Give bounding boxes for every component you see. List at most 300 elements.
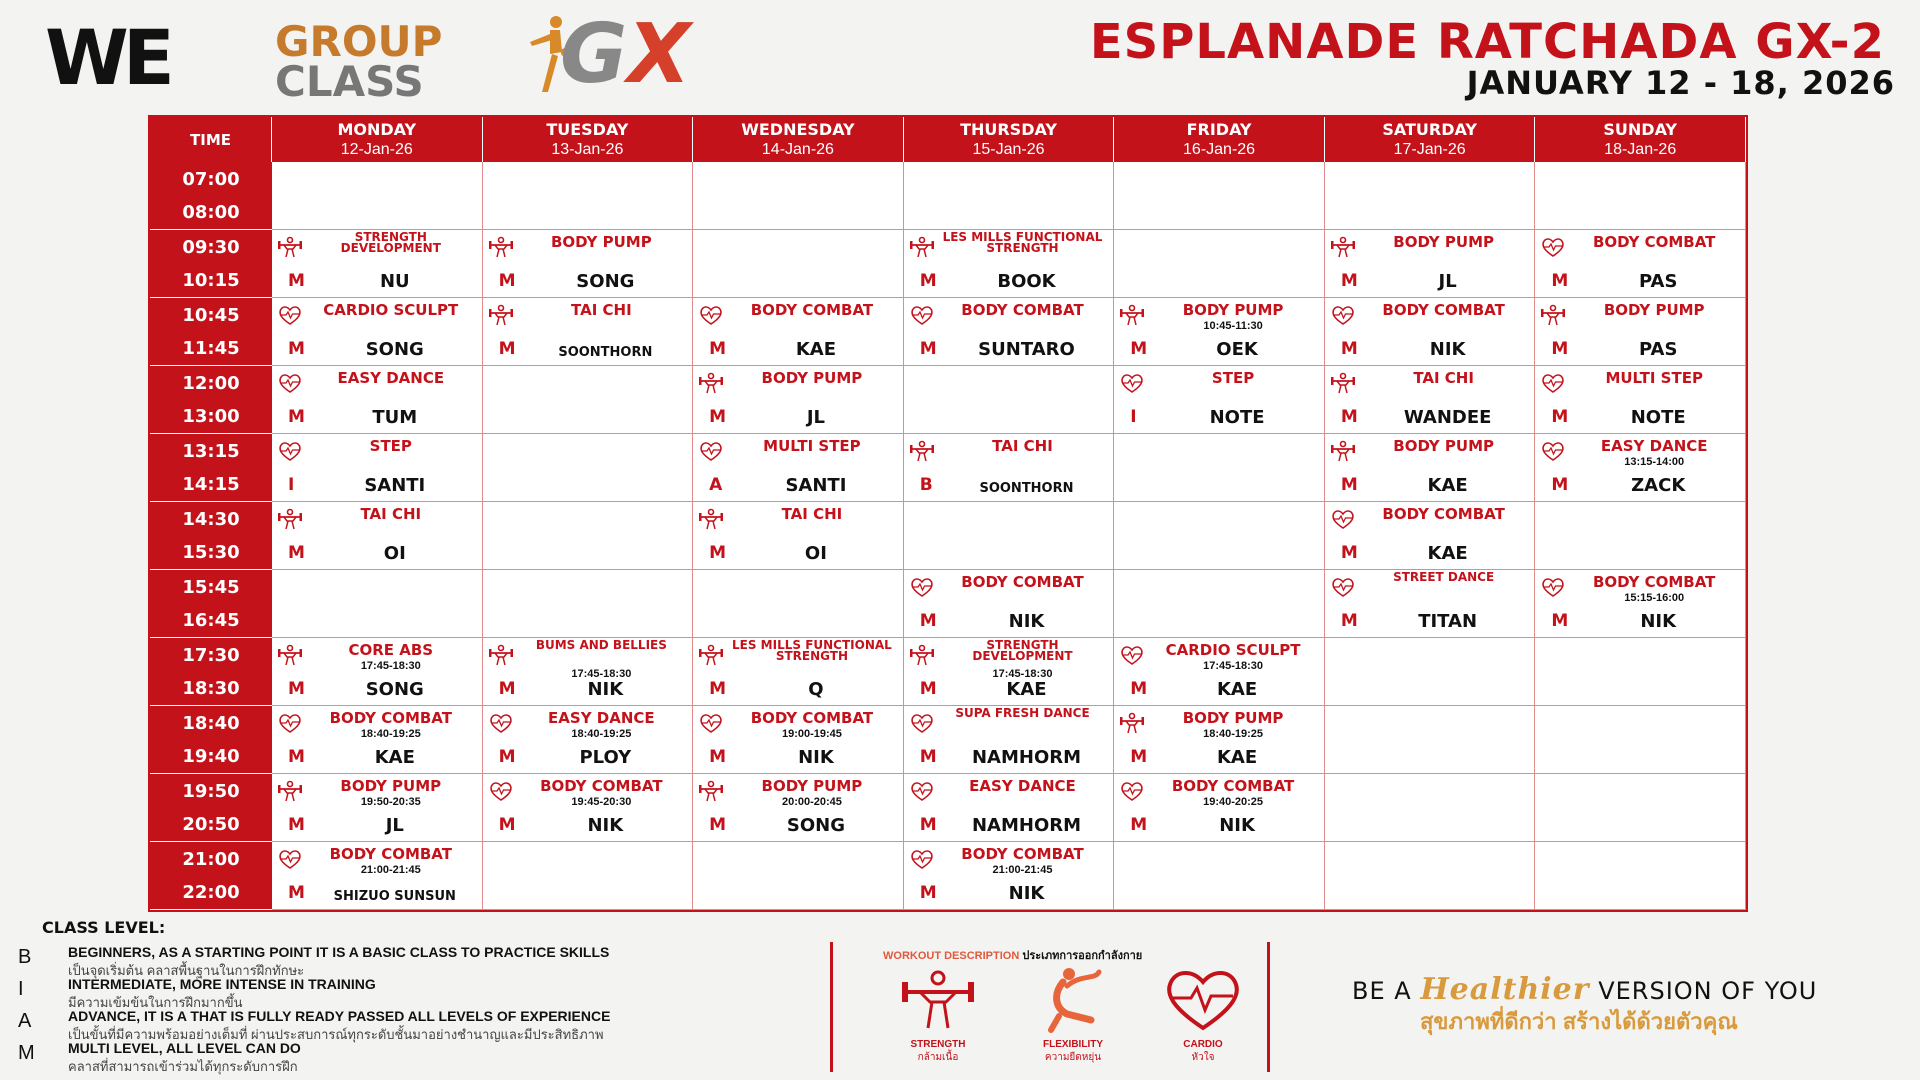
day-header — [1114, 117, 1325, 162]
instructor-name: TITAN — [1418, 611, 1478, 632]
strength-icon — [489, 644, 513, 666]
class-cell[interactable] — [272, 706, 483, 774]
empty-slot — [1535, 774, 1746, 842]
flexibility-icon — [1033, 964, 1113, 1034]
instructor-name: KAE — [374, 747, 415, 768]
instructor-name: JL — [806, 407, 825, 428]
class-cell[interactable] — [272, 842, 483, 910]
instructor-name: NAMHORM — [971, 747, 1082, 768]
slogan-post: VERSION OF YOU — [1598, 977, 1818, 1005]
class-cell[interactable] — [483, 706, 694, 774]
class-cell[interactable] — [693, 366, 904, 434]
class-level: M — [1551, 407, 1569, 427]
cardio-icon — [278, 848, 302, 870]
instructor-name: SHIZUO SUNSUN — [333, 889, 456, 904]
class-level: M — [498, 679, 516, 699]
strength-icon — [898, 964, 978, 1034]
instructor-name: NIK — [798, 747, 834, 768]
day-name: TUESDAY — [546, 120, 629, 139]
cardio-icon — [910, 576, 934, 598]
time-label: 18:30 — [150, 672, 272, 706]
class-time: 20:00-20:45 — [781, 796, 842, 808]
empty-slot — [1114, 502, 1325, 570]
empty-slot — [1114, 570, 1325, 638]
class-level: M — [498, 339, 516, 359]
logo-g: G — [560, 7, 628, 102]
class-name: EASY DANCE — [969, 777, 1076, 795]
day-header — [904, 117, 1115, 162]
empty-slot — [1325, 842, 1536, 910]
class-name: TAI CHI — [1413, 369, 1474, 387]
class-cell[interactable] — [904, 842, 1115, 910]
venue-title: ESPLANADE RATCHADA GX-2 — [1089, 14, 1885, 70]
instructor-name: BOOK — [997, 271, 1056, 292]
strength-icon — [699, 780, 723, 802]
class-name: BODY COMBAT — [1382, 505, 1505, 523]
time-label: 09:30 — [150, 230, 272, 264]
day-name: WEDNESDAY — [741, 120, 855, 139]
class-level: M — [919, 271, 937, 291]
class-name: BODY COMBAT — [1171, 777, 1295, 795]
instructor-name: NIK — [1219, 815, 1255, 836]
level-multi — [18, 1040, 818, 1072]
time-label: 11:45 — [150, 332, 272, 366]
page-footer — [0, 912, 1920, 1080]
empty-slot — [1325, 774, 1536, 842]
instructor-name: SOONTHORN — [979, 481, 1074, 496]
instructor-name: KAE — [1216, 747, 1258, 768]
day-date: 17-Jan-26 — [1393, 141, 1466, 158]
empty-slot — [904, 162, 1115, 230]
instructor-name: SUNTARO — [978, 339, 1075, 360]
class-cell[interactable] — [904, 230, 1115, 298]
cardio-icon — [1541, 236, 1565, 258]
class-level: M — [1340, 339, 1358, 359]
class-level: M — [288, 339, 305, 359]
class-name: BODY PUMP — [340, 777, 442, 795]
cardio-icon — [1163, 964, 1243, 1034]
level-desc-en: ADVANCE, IT IS A THAT IS FULLY READY PASSED ALL LEVELS OF EXPERIENCE — [68, 1008, 611, 1024]
day-name: THURSDAY — [960, 120, 1057, 139]
time-label: 10:15 — [150, 264, 272, 298]
class-name: BODY COMBAT — [329, 709, 452, 727]
class-level: M — [1340, 475, 1358, 495]
class-time: 19:45-20:30 — [571, 796, 632, 808]
class-name: BODY PUMP — [1182, 301, 1284, 319]
instructor-name: SONG — [786, 815, 845, 836]
cardio-icon — [699, 440, 723, 462]
class-cell[interactable] — [1114, 774, 1325, 842]
class-name: BODY COMBAT — [961, 845, 1084, 863]
class-cell[interactable] — [483, 638, 694, 706]
day-name: SATURDAY — [1382, 120, 1477, 139]
instructor-name: KAE — [795, 339, 837, 360]
class-level: M — [288, 679, 305, 699]
empty-slot — [1535, 706, 1746, 774]
class-cell[interactable] — [904, 774, 1115, 842]
class-level: M — [288, 747, 305, 767]
instructor-name: Q — [808, 679, 824, 700]
cardio-icon — [1120, 372, 1144, 394]
day-date: 16-Jan-26 — [1183, 141, 1256, 158]
class-time: 17:45-18:30 — [1203, 660, 1264, 672]
class-level: M — [1130, 339, 1148, 359]
class-cell[interactable] — [483, 774, 694, 842]
instructor-name: SANTI — [785, 475, 847, 496]
class-cell[interactable] — [693, 502, 904, 570]
time-label: 17:30 — [150, 638, 272, 672]
class-schedule-table — [148, 115, 1748, 912]
strength-icon — [278, 780, 302, 802]
class-level: M — [1130, 747, 1148, 767]
class-cell[interactable] — [693, 434, 904, 502]
class-cell[interactable] — [1114, 638, 1325, 706]
class-time: 18:40-19:25 — [1203, 728, 1264, 740]
time-label: 14:15 — [150, 468, 272, 502]
workout-strength — [888, 964, 988, 1069]
instructor-name: ZACK — [1631, 475, 1686, 496]
level-desc-th: เป็นขั้นที่มีความพร้อมอย่างเต็มที่ ผ่านประสบการณ์ทุกระดับชั้นมาอย่างชำนาญและมีประสิทธิภาพ — [68, 1027, 604, 1042]
class-time: 21:00-21:45 — [992, 864, 1053, 876]
class-level: M — [919, 747, 937, 767]
cardio-icon — [1331, 576, 1355, 598]
strength-icon — [1541, 304, 1565, 326]
class-cell[interactable] — [693, 774, 904, 842]
empty-slot — [483, 366, 694, 434]
class-level: M — [288, 543, 305, 563]
class-level: M — [709, 747, 727, 767]
instructor-name: NAMHORM — [971, 815, 1082, 836]
workout-label: CARDIO — [1183, 1039, 1223, 1050]
cardio-icon — [278, 372, 302, 394]
class-level: M — [1130, 815, 1148, 835]
day-name: SUNDAY — [1603, 120, 1678, 139]
class-level: M — [1130, 679, 1148, 699]
class-level: M — [919, 611, 937, 631]
empty-slot — [1114, 230, 1325, 298]
class-level: M — [1551, 475, 1569, 495]
day-name: FRIDAY — [1186, 120, 1252, 139]
empty-slot — [1535, 502, 1746, 570]
class-level: M — [919, 883, 937, 903]
instructor-name: PAS — [1638, 271, 1678, 292]
class-name: EASY DANCE — [1600, 437, 1708, 455]
class-time: 18:40-19:25 — [571, 728, 632, 740]
cardio-icon — [1120, 644, 1144, 666]
schedule-grid — [150, 117, 1746, 910]
class-cell[interactable] — [1535, 434, 1746, 502]
group-class-logo — [275, 17, 443, 106]
class-cell[interactable] — [693, 638, 904, 706]
class-name: BODY COMBAT — [1592, 233, 1716, 251]
level-desc-en: MULTI LEVEL, ALL LEVEL CAN DO — [68, 1040, 301, 1056]
class-cell[interactable] — [272, 434, 483, 502]
class-level: M — [498, 815, 516, 835]
class-level: M — [288, 407, 305, 427]
strength-icon — [1331, 236, 1355, 258]
strength-icon — [1331, 440, 1355, 462]
class-cell[interactable] — [693, 706, 904, 774]
class-name: BODY COMBAT — [750, 301, 874, 319]
class-level: M — [709, 339, 727, 359]
class-name: MULTI STEP — [763, 437, 861, 455]
class-cell[interactable] — [1325, 230, 1536, 298]
level-desc-en: BEGINNERS, AS A STARTING POINT IT IS A BASIC CLASS TO PRACTICE SKILLS — [68, 944, 610, 960]
day-date: 18-Jan-26 — [1604, 141, 1677, 158]
time-label: 19:40 — [150, 740, 272, 774]
level-desc-th: มีความเข้มข้นในการฝึกมากขึ้น — [68, 995, 243, 1010]
class-cell[interactable] — [1535, 570, 1746, 638]
class-cell[interactable] — [1535, 366, 1746, 434]
empty-slot — [1114, 162, 1325, 230]
class-level: M — [919, 815, 937, 835]
time-label: 15:45 — [150, 570, 272, 604]
day-header — [1325, 117, 1536, 162]
instructor-name: NOTE — [1209, 407, 1265, 428]
class-name: EASY DANCE — [548, 709, 655, 727]
empty-slot — [904, 366, 1115, 434]
empty-slot — [1535, 162, 1746, 230]
empty-slot — [693, 162, 904, 230]
time-label: 16:45 — [150, 604, 272, 638]
class-level: I — [288, 475, 295, 495]
class-name: CARDIO SCULPT — [323, 301, 459, 319]
instructor-name: SONG — [365, 679, 424, 700]
strength-icon — [1331, 372, 1355, 394]
class-level: M — [1340, 271, 1358, 291]
class-cell[interactable] — [272, 230, 483, 298]
empty-slot — [272, 570, 483, 638]
instructor-name: KAE — [1216, 679, 1258, 700]
class-time: 10:45-11:30 — [1203, 320, 1263, 332]
logo-group-text: GROUP — [275, 17, 443, 66]
empty-slot — [483, 434, 694, 502]
workout-label-th: กล้ามเนื้อ — [917, 1052, 959, 1063]
class-name: BODY PUMP — [550, 233, 652, 251]
instructor-name: KAE — [1427, 475, 1468, 496]
class-cell[interactable] — [272, 774, 483, 842]
strength-icon — [278, 236, 302, 258]
class-level: B — [919, 475, 933, 495]
instructor-name: NIK — [587, 679, 624, 700]
class-name: STRENGTH DEVELOPMENT — [340, 230, 441, 256]
strength-icon — [278, 508, 302, 530]
class-cell[interactable] — [483, 298, 694, 366]
logo-class-text: CLASS — [275, 56, 424, 106]
class-name: BODY PUMP — [1603, 301, 1705, 319]
time-label: 08:00 — [150, 196, 272, 230]
strength-icon — [1120, 712, 1144, 734]
instructor-name: TUM — [372, 407, 418, 428]
empty-slot — [1325, 162, 1536, 230]
class-time: 19:50-20:35 — [360, 796, 421, 808]
cardio-icon — [1331, 508, 1355, 530]
cardio-icon — [489, 712, 513, 734]
class-cell[interactable] — [1325, 366, 1536, 434]
empty-slot — [693, 842, 904, 910]
class-cell[interactable] — [272, 638, 483, 706]
class-time: 19:00-19:45 — [781, 728, 842, 740]
class-level: M — [1340, 611, 1358, 631]
cardio-icon — [489, 780, 513, 802]
cardio-icon — [699, 304, 723, 326]
level-desc-th: เป็นจุดเริ่มต้น คลาสพื้นฐานในการฝึกทักษะ — [68, 963, 305, 978]
class-name: BODY COMBAT — [961, 301, 1084, 319]
class-cell[interactable] — [1114, 298, 1325, 366]
we-logo: WE — [45, 13, 169, 102]
class-cell[interactable] — [272, 502, 483, 570]
instructor-name: NIK — [1008, 611, 1045, 632]
class-name: BODY PUMP — [1393, 233, 1494, 251]
workout-label: STRENGTH — [910, 1039, 966, 1050]
class-name: LES MILLS FUNCTIONAL STRENGTH — [732, 638, 892, 664]
strength-icon — [1120, 304, 1144, 326]
class-name: SUPA FRESH DANCE — [955, 706, 1090, 720]
empty-slot — [1325, 638, 1536, 706]
workout-label-th: หัวใจ — [1191, 1052, 1215, 1063]
class-level: M — [709, 543, 727, 563]
class-name: BODY PUMP — [761, 777, 863, 795]
class-time: 19:40-20:25 — [1203, 796, 1264, 808]
instructor-name: NOTE — [1630, 407, 1686, 428]
cardio-icon — [1120, 780, 1144, 802]
instructor-name: OI — [804, 543, 827, 564]
instructor-name: NIK — [587, 815, 624, 836]
class-cell[interactable] — [1325, 502, 1536, 570]
class-cell[interactable] — [1325, 570, 1536, 638]
page-header — [0, 0, 1920, 115]
time-label: 14:30 — [150, 502, 272, 536]
class-cell[interactable] — [904, 570, 1115, 638]
class-level: M — [709, 679, 727, 699]
class-time: 17:45-18:30 — [571, 668, 632, 680]
instructor-name: PLOY — [579, 747, 632, 768]
day-date: 14-Jan-26 — [761, 141, 834, 158]
class-cell[interactable] — [483, 230, 694, 298]
empty-slot — [483, 502, 694, 570]
class-level: M — [709, 815, 727, 835]
cardio-icon — [1541, 372, 1565, 394]
class-cell[interactable] — [904, 706, 1115, 774]
class-level: M — [1551, 271, 1569, 291]
cardio-icon — [1541, 440, 1565, 462]
class-level: M — [288, 271, 305, 291]
cardio-icon — [278, 712, 302, 734]
class-name: BUMS AND BELLIES — [535, 638, 667, 652]
class-level: M — [498, 747, 516, 767]
class-name: STEP — [369, 437, 412, 455]
workout-label-th: ความยืดหยุ่น — [1044, 1052, 1102, 1063]
class-cell[interactable] — [272, 366, 483, 434]
class-level: M — [498, 271, 516, 291]
time-header: TIME — [150, 117, 272, 162]
day-date: 13-Jan-26 — [551, 141, 624, 158]
class-name: MULTI STEP — [1605, 369, 1703, 387]
time-label: 10:45 — [150, 298, 272, 332]
time-label: 18:40 — [150, 706, 272, 740]
workout-title — [883, 946, 1142, 964]
slogan — [1352, 972, 1817, 1007]
level-code: I — [18, 978, 24, 1000]
class-level: M — [709, 407, 727, 427]
class-level: M — [288, 883, 305, 903]
cardio-icon — [699, 712, 723, 734]
time-label: 22:00 — [150, 876, 272, 910]
time-label: 07:00 — [150, 162, 272, 196]
class-name: TAI CHI — [781, 505, 843, 523]
class-level: A — [709, 475, 723, 495]
class-cell[interactable] — [272, 298, 483, 366]
class-cell[interactable] — [904, 434, 1115, 502]
time-label: 13:00 — [150, 400, 272, 434]
class-cell[interactable] — [693, 298, 904, 366]
strength-icon — [699, 508, 723, 530]
class-name: BODY COMBAT — [1382, 301, 1505, 319]
class-level: M — [1340, 543, 1358, 563]
time-label: 13:15 — [150, 434, 272, 468]
class-cell[interactable] — [1114, 706, 1325, 774]
workout-cardio — [1153, 964, 1253, 1069]
class-cell[interactable] — [1325, 434, 1536, 502]
class-cell[interactable] — [904, 638, 1115, 706]
class-cell[interactable] — [1325, 298, 1536, 366]
strength-icon — [699, 372, 723, 394]
day-header — [483, 117, 694, 162]
class-level-title: CLASS LEVEL: — [42, 918, 166, 937]
strength-icon — [699, 644, 723, 666]
class-cell[interactable] — [1114, 366, 1325, 434]
gx-logo — [560, 7, 691, 102]
empty-slot — [1535, 842, 1746, 910]
slogan-pre: BE A — [1352, 977, 1412, 1005]
class-cell[interactable] — [904, 298, 1115, 366]
class-name: CORE ABS — [348, 641, 434, 659]
time-label: 12:00 — [150, 366, 272, 400]
slogan-highlight: Healthier — [1420, 972, 1590, 1007]
level-desc-en: INTERMEDIATE, MORE INTENSE IN TRAINING — [68, 976, 376, 992]
day-header — [1535, 117, 1746, 162]
class-level: M — [288, 815, 305, 835]
cardio-icon — [278, 440, 302, 462]
level-code: A — [18, 1010, 32, 1032]
workout-label: FLEXIBILITY — [1043, 1039, 1103, 1050]
level-desc-th: คลาสที่สามารถเข้าร่วมได้ทุกระดับการฝึก — [68, 1059, 298, 1074]
class-name: BODY PUMP — [761, 369, 863, 387]
class-name: BODY COMBAT — [961, 573, 1084, 591]
instructor-name: JL — [385, 815, 404, 836]
class-name: CARDIO SCULPT — [1165, 641, 1301, 659]
strength-icon — [489, 304, 513, 326]
cardio-icon — [278, 304, 302, 326]
class-time: 17:45-18:30 — [360, 660, 421, 672]
workout-title-th: ประเภทการออกกำลังกาย — [1022, 950, 1143, 962]
class-name: LES MILLS FUNCTIONAL STRENGTH — [942, 230, 1103, 256]
class-name: BODY COMBAT — [540, 777, 663, 795]
cardio-icon — [910, 712, 934, 734]
empty-slot — [1535, 638, 1746, 706]
class-cell[interactable] — [1535, 298, 1746, 366]
class-cell[interactable] — [1535, 230, 1746, 298]
level-advance — [18, 1008, 818, 1040]
empty-slot — [693, 570, 904, 638]
cardio-icon — [1541, 576, 1565, 598]
instructor-name: NU — [379, 271, 410, 292]
instructor-name: KAE — [1006, 679, 1047, 700]
class-name: BODY PUMP — [1182, 709, 1284, 727]
class-name: EASY DANCE — [337, 369, 445, 387]
empty-slot — [1325, 706, 1536, 774]
logo-x: X — [627, 7, 691, 102]
